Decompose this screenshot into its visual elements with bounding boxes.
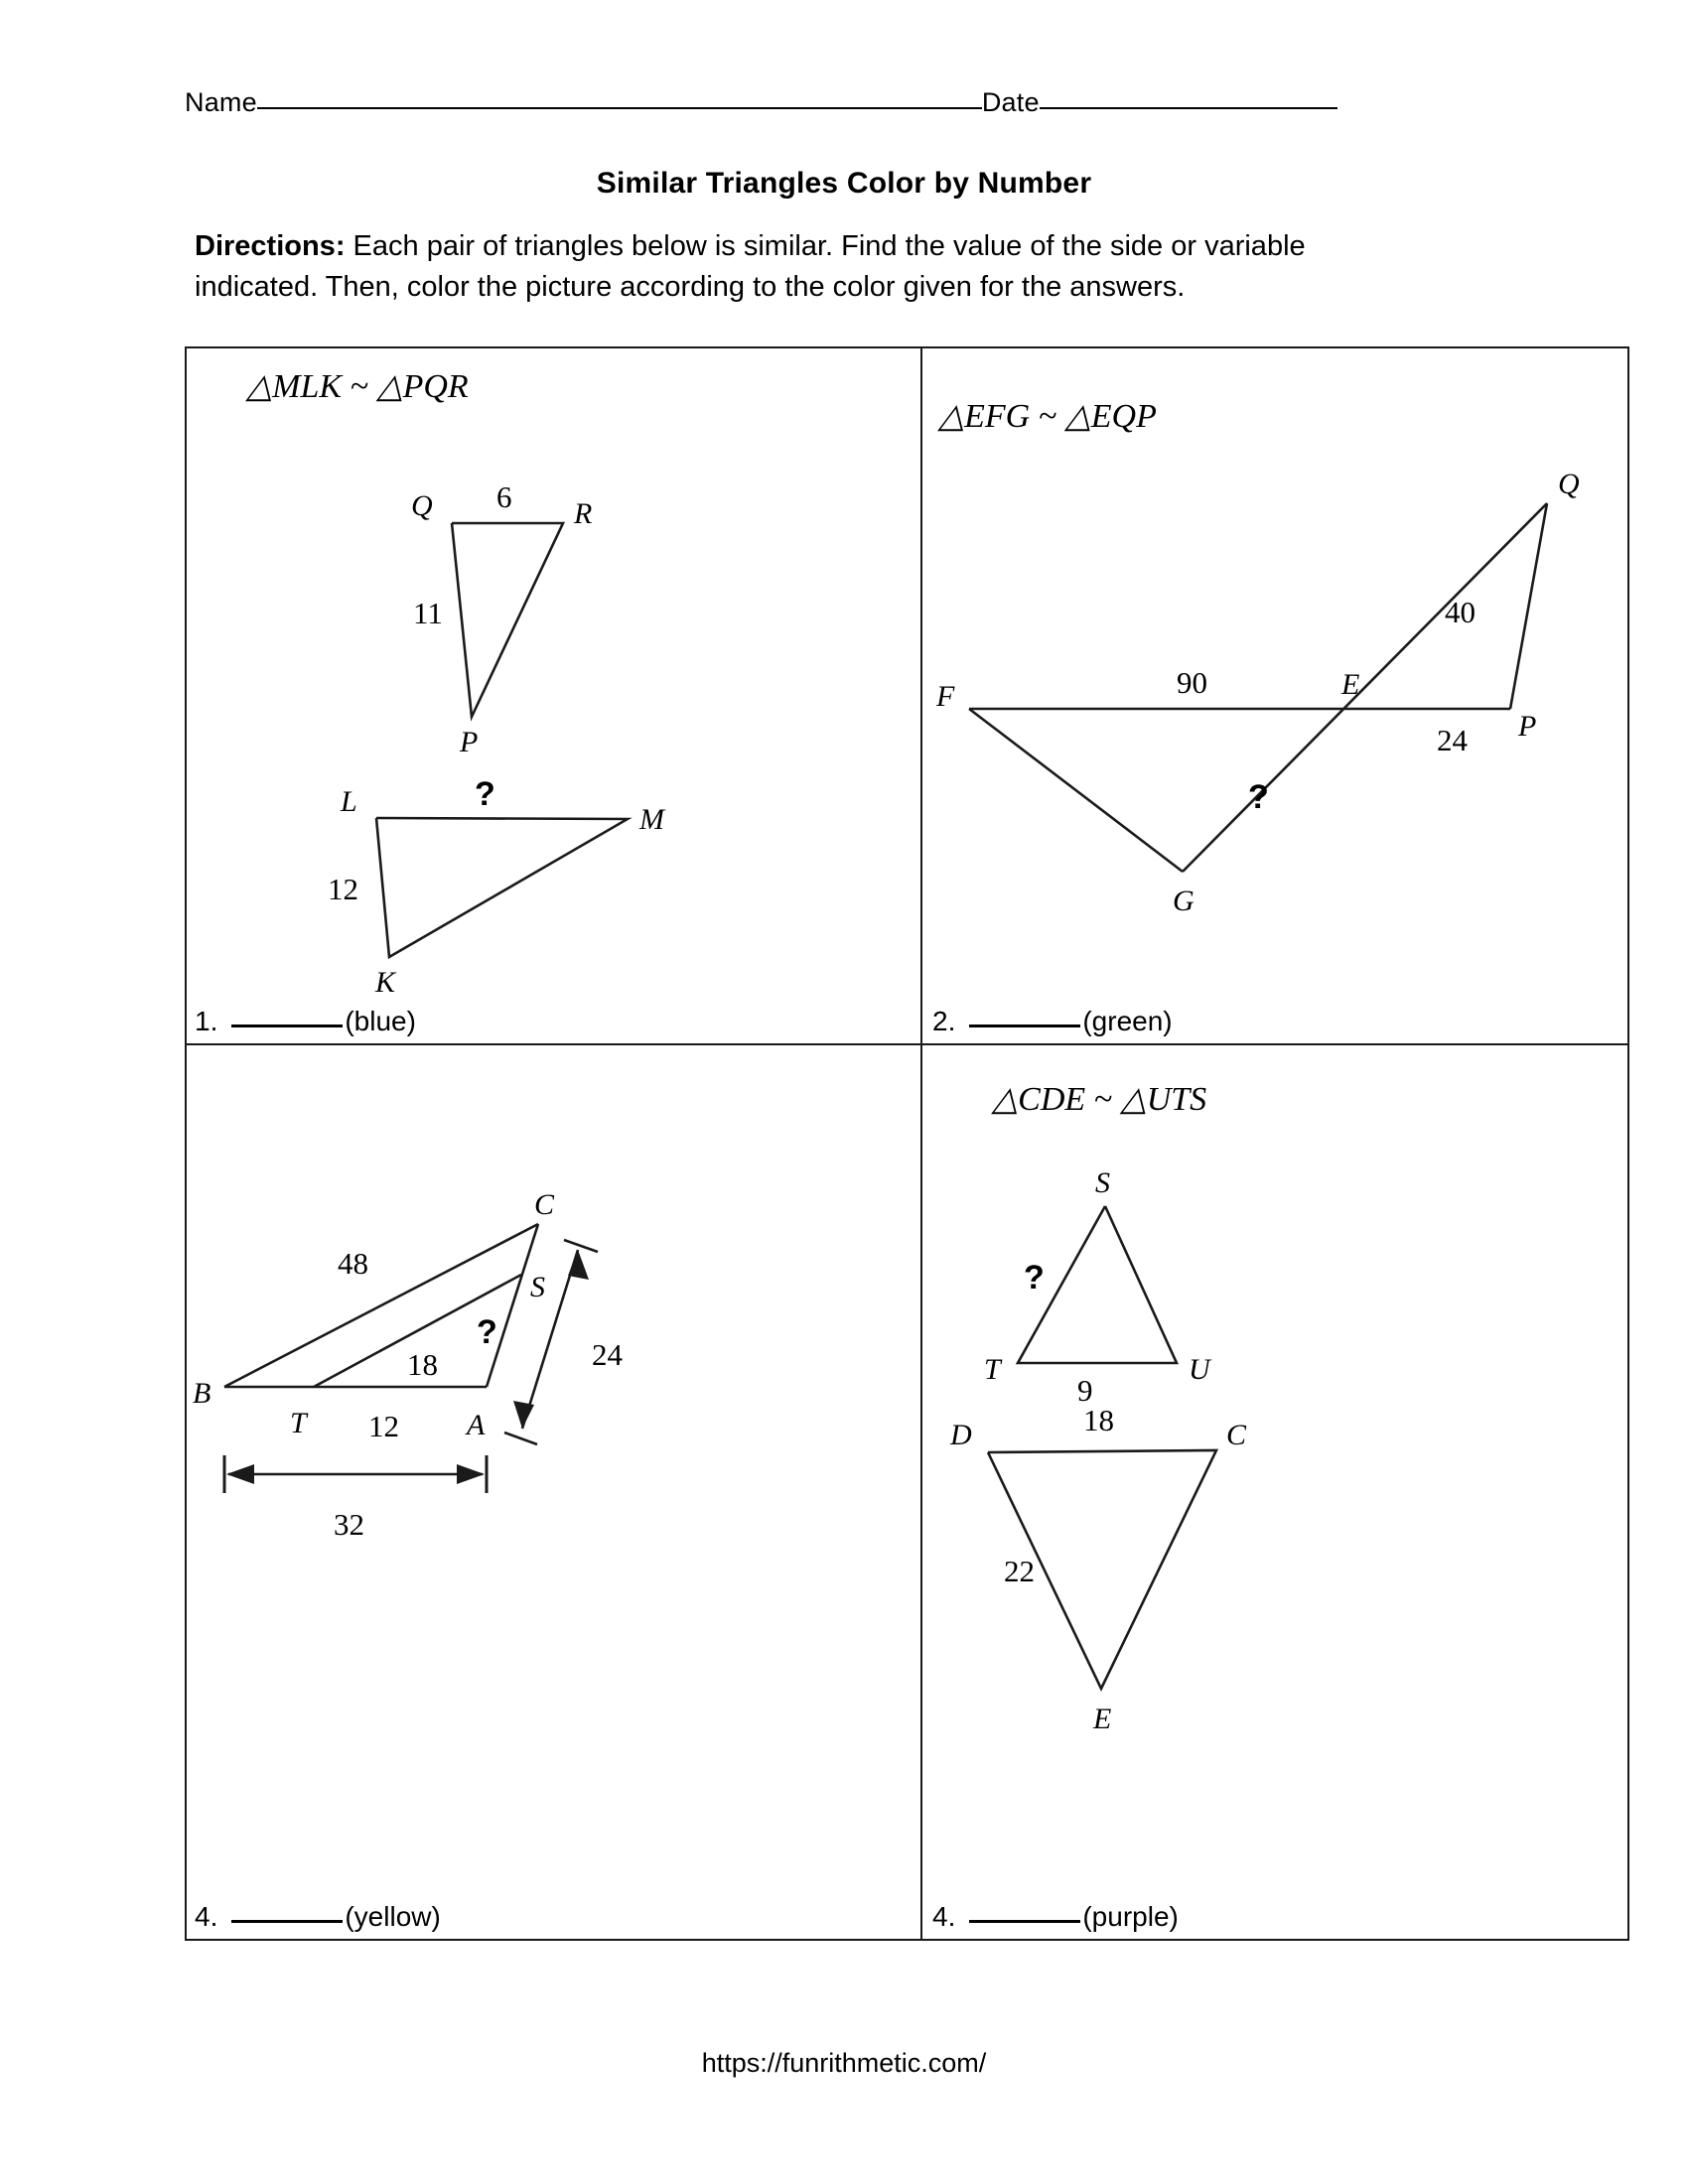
measure-ep-24: 24 — [1437, 723, 1468, 757]
segment-bc — [224, 1224, 538, 1387]
problem-1-number: 1. — [195, 1006, 218, 1036]
problem-3-diagram — [187, 1045, 920, 1899]
vertex-label-f: F — [936, 680, 955, 713]
measure-ta-18: 18 — [407, 1347, 438, 1382]
date-blank[interactable] — [1040, 107, 1337, 109]
measure-dc-18: 18 — [1083, 1403, 1114, 1437]
vertex-label-k: K — [375, 966, 396, 999]
dimension-arrow-24 — [504, 1240, 598, 1444]
arrowhead-right-icon — [457, 1464, 485, 1484]
problem-4-similarity-statement: △CDE ~ △UTS — [992, 1081, 1207, 1118]
name-label: Name — [185, 87, 257, 117]
arrowhead-left-icon — [226, 1464, 254, 1484]
dimension-arrow-32 — [224, 1455, 487, 1493]
vertex-label-g: G — [1173, 885, 1195, 917]
measure-24: 24 — [592, 1337, 623, 1372]
problem-4-cell — [922, 1045, 1627, 1939]
measure-qr-6: 6 — [496, 479, 512, 514]
measure-ta-12: 12 — [368, 1409, 399, 1443]
vertex-label-r: R — [574, 497, 593, 530]
problem-grid — [185, 346, 1629, 1941]
vertex-label-b: B — [193, 1377, 211, 1410]
vertex-label-c4: C — [1226, 1419, 1247, 1451]
problem-4-answer-row — [932, 1901, 1179, 1933]
vertex-label-d4: D — [950, 1419, 972, 1451]
vertex-label-p: P — [460, 726, 479, 758]
problem-3-answer-row — [195, 1901, 441, 1933]
problem-4-answer-blank[interactable] — [969, 1920, 1080, 1923]
segment-fg — [969, 709, 1183, 872]
problem-3-answer-blank[interactable] — [231, 1920, 343, 1923]
problem-1-similarity-statement: △MLK ~ △PQR — [246, 368, 469, 405]
unknown-side-marker-1: ? — [475, 775, 495, 813]
problem-2-cell — [922, 348, 1627, 1043]
vertex-label-s3: S — [530, 1271, 545, 1303]
measure-bc-48: 48 — [338, 1246, 368, 1281]
segment-ca — [487, 1224, 538, 1387]
problem-2-similarity-statement: △EFG ~ △EQP — [938, 398, 1157, 435]
measure-qp-11: 11 — [413, 596, 443, 630]
unknown-side-marker-4: ? — [1024, 1259, 1045, 1297]
arrowhead-up-icon — [568, 1250, 589, 1280]
vertex-label-e4: E — [1093, 1703, 1112, 1735]
vertex-label-c3: C — [534, 1188, 555, 1221]
directions-block — [195, 226, 1495, 308]
vertex-label-t4: T — [984, 1353, 1001, 1386]
problem-1-diagram — [187, 348, 920, 1004]
problem-3-number: 4. — [195, 1901, 218, 1932]
problem-2-number: 2. — [932, 1006, 956, 1036]
segment-gq — [1183, 503, 1547, 872]
problem-3-color: (yellow) — [345, 1901, 441, 1932]
name-blank[interactable] — [257, 107, 982, 109]
measure-fe-90: 90 — [1177, 665, 1207, 700]
vertex-label-e: E — [1341, 668, 1360, 701]
problem-2-answer-blank[interactable] — [969, 1024, 1080, 1027]
vertex-label-q2: Q — [1558, 468, 1580, 500]
directions-line-2: indicated. Then, color the picture according to the color given for the answers. — [195, 271, 1186, 304]
triangle-qrp-shape — [452, 523, 563, 717]
problem-1-answer-row — [195, 1006, 416, 1037]
triangle-lmk-shape — [376, 818, 628, 957]
page-title: Similar Triangles Color by Number — [596, 167, 1092, 200]
problem-1-answer-blank[interactable] — [231, 1024, 343, 1027]
problem-4-diagram — [922, 1045, 1627, 1919]
unknown-side-marker-2: ? — [1248, 778, 1269, 816]
vertex-label-m: M — [639, 803, 664, 836]
name-date-line — [185, 87, 1476, 118]
directions-label: Directions: — [195, 230, 346, 262]
problem-2-answer-row — [932, 1006, 1173, 1037]
dimension-tick-bottom — [504, 1433, 537, 1444]
problem-3-cell — [187, 1045, 920, 1939]
measure-eq-40: 40 — [1445, 595, 1476, 629]
dimension-tick-top — [564, 1240, 598, 1252]
vertex-label-t3: T — [290, 1407, 307, 1439]
footer-url[interactable]: https://funrithmetic.com/ — [701, 2048, 987, 2078]
vertex-label-u4: U — [1189, 1353, 1210, 1386]
vertex-label-p2: P — [1518, 710, 1537, 743]
vertex-label-q: Q — [411, 489, 433, 522]
arrowhead-down-icon — [513, 1401, 534, 1429]
problem-1-cell — [187, 348, 920, 1043]
problem-4-number: 4. — [932, 1901, 956, 1932]
vertex-label-s4: S — [1095, 1166, 1110, 1199]
measure-lk-12: 12 — [328, 872, 358, 906]
measure-tu-9: 9 — [1077, 1373, 1093, 1408]
problem-1-color: (blue) — [345, 1006, 416, 1036]
unknown-side-marker-3: ? — [477, 1313, 497, 1351]
problem-2-diagram — [922, 348, 1627, 1004]
problem-4-color: (purple) — [1082, 1901, 1179, 1932]
vertex-label-l: L — [341, 785, 357, 818]
problem-2-color: (green) — [1082, 1006, 1173, 1036]
measure-ba-32: 32 — [334, 1507, 364, 1542]
measure-de-22: 22 — [1004, 1554, 1035, 1588]
vertex-label-a3: A — [467, 1409, 486, 1441]
directions-line-1: Each pair of triangles below is similar. Find the value of the side or variable — [345, 230, 1306, 262]
date-label: Date — [981, 87, 1040, 117]
